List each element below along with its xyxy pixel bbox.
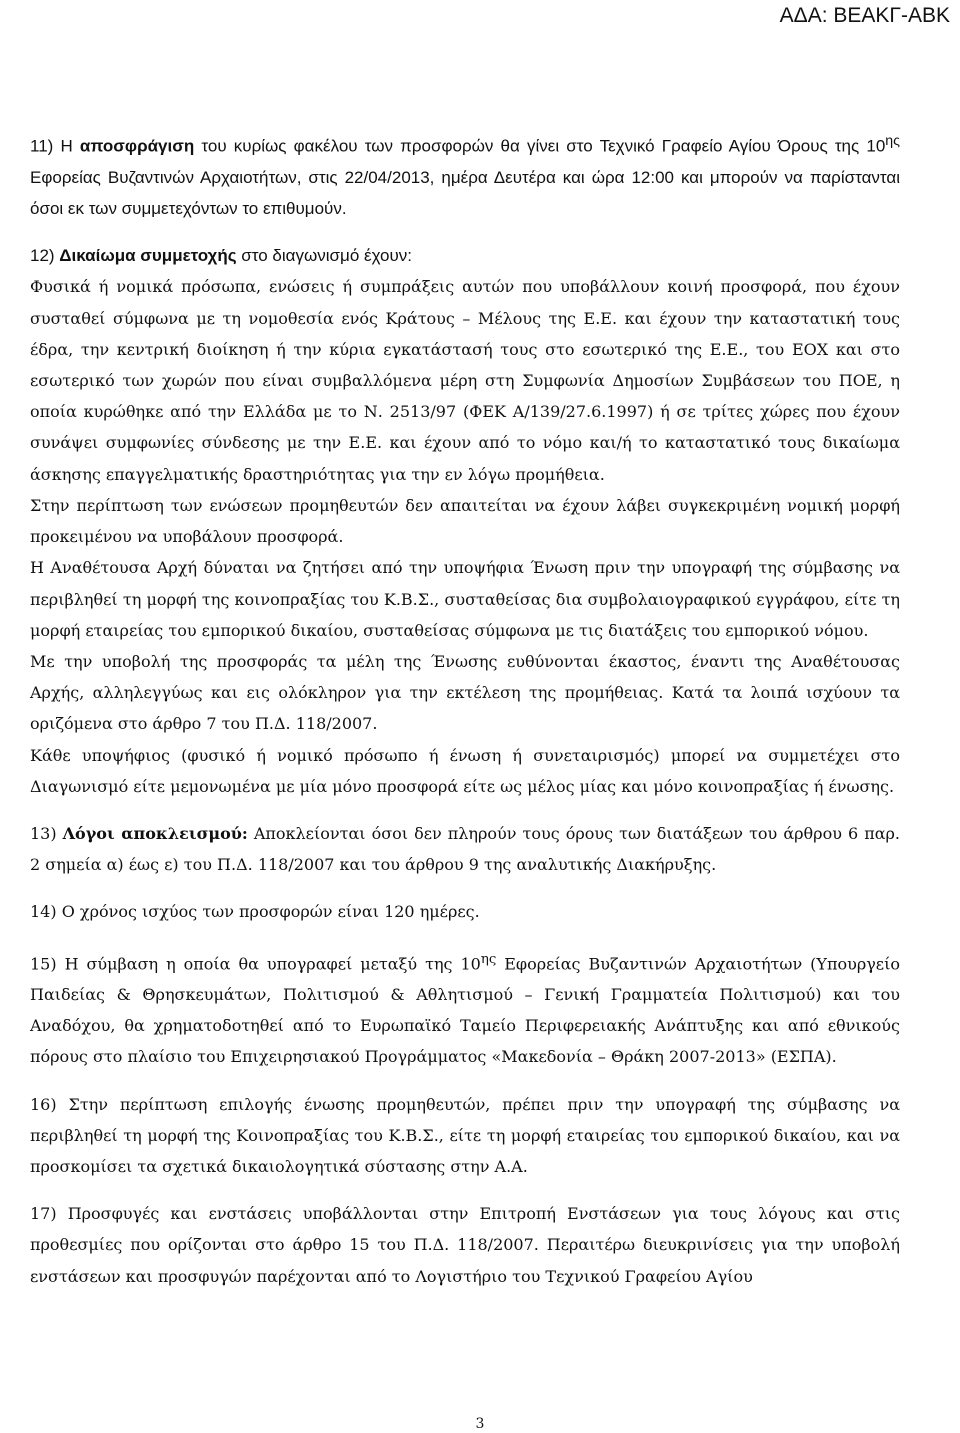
bold-term: αποσφράγιση [79, 136, 195, 156]
document-ada-code: ΑΔΑ: ΒΕΑΚΓ-ΑΒΚ [779, 4, 950, 27]
paragraph-12-unions: Στην περίπτωση των ενώσεων προμηθευτών δεν απαιτείται να έχουν λάβει συγκεκριμένη νομική μορφή προκειμένου να υποβάλουν προσφορά. [30, 495, 900, 547]
bold-term: Δικαίωμα συμμετοχής [59, 246, 237, 266]
text-run: 15) Η σύμβαση η οποία θα υπογραφεί μεταξύ της 10 [30, 953, 481, 973]
text-run: στο διαγωνισμό έχουν: [236, 246, 413, 266]
paragraph-12-eligibility: Φυσικά ή νομικά πρόσωπα, ενώσεις ή συμπράξεις αυτών που υποβάλλουν κοινή προσφορά, που έχουν συσταθεί σύμφωνα με τη νομοθεσία ενός Κράτους – Μέλους της Ε.Ε. και έχουν την καταστατική τους έδρα, την κεντρική διοίκηση ή την κύρια εγκατάστασή τους στο εσωτερικό της Ε.Ε., του ΕΟΧ και στο εσωτερικό των χωρών που είναι συμβαλλόμενα μέρη στη Συμφωνία Δημοσίων Συμβάσεων του ΠΟΕ, η οποία κυρώθηκε από την Ελλάδα με το Ν. 2513/97 (ΦΕΚ Α/139/27.6.1997) ή σε τρίτες χώρες που έχουν συνάψει συμφωνίες σύνδεσης με την Ε.Ε. και έχουν από το νόμο και/ή το καταστατικό τους δικαίωμα άσκησης επαγγελματικής δραστηριότητας για την εν λόγω προμήθεια. [30, 277, 900, 484]
paragraph-17: 17) Προσφυγές και ενστάσεις υποβάλλονται στην Επιτροπή Ενστάσεων για τους λόγους και στις προθεσμίες που ορίζονται στο άρθρο 15 του Π.Δ. 118/2007. Περαιτέρω διευκρινίσεις για την υποβολή ενστάσεων και προσφυγών παρέχονται από το Λογιστήριο του Τεχνικού Γραφείου Αγίου [30, 1204, 900, 1286]
paragraph-12-liability: Με την υποβολή της προσφοράς τα μέλη της Ένωσης ευθύνονται έκαστος, έναντι της Αναθέτουσας Αρχής, αλληλεγγύως και εις ολόκληρον για την εκτέλεση της προμήθειας. Κατά τα λοιπά ισχύουν τα οριζόμενα στο άρθρο 7 του Π.Δ. 118/2007. [30, 651, 900, 734]
text-run: Εφορείας Βυζαντινών Αρχαιοτήτων (Υπουργείο Παιδείας & Θρησκευμάτων, Πολιτισμού & Αθλητισμού – Γενική Γραμματεία Πολιτισμού) και του Αναδόχου, θα χρηματοδοτηθεί από το Ευρωπαϊκό Ταμείο Περιφερειακής Ανάπτυξης και από εθνικούς πόρους στο πλαίσιο του Επιχειρησιακού Προγράμματος «Μακεδονία – Θράκη 2007-2013» (ΕΣΠΑ). [30, 953, 900, 1067]
section-number: 12) [30, 246, 60, 266]
ordinal-suffix: ης [480, 951, 497, 967]
paragraph-12-heading [30, 240, 900, 271]
paragraph-15 [30, 944, 900, 1073]
text-run: Αποκλείονται όσοι δεν πληρούν τους όρους των διατάξεων του άρθρου 6 παρ. 2 σημεία α) έως ε) του Π.Δ. 118/2007 και του άρθρου 9 της αναλυτικής Διακήρυξης. [30, 823, 901, 875]
page-number: 3 [475, 1416, 485, 1432]
text-run: Εφορείας Βυζαντινών Αρχαιοτήτων, στις 22/04/2013, ημέρα Δευτέρα και ώρα 12:00 και μπορούν να παρίστανται όσοι εκ των συμμετεχόντων το επιθυμούν. [30, 167, 900, 219]
document-body [30, 126, 900, 1292]
paragraph-12-single-bid: Κάθε υποψήφιος (φυσικό ή νομικό πρόσωπο ή ένωση ή συνεταιρισμός) μπορεί να συμμετέχει στο Διαγωνισμό είτε μεμονωμένα με μία μόνο προσφορά είτε ως μέλος μίας και μόνο κοινοπραξίας ή ένωσης. [30, 745, 900, 796]
text-run: του κυρίως φακέλου των προσφορών θα γίνει στο Τεχνικό Γραφείο Αγίου Όρους της 10 [194, 136, 886, 156]
paragraph-13 [30, 818, 900, 880]
section-number: 11) Η [30, 136, 80, 156]
bold-term: Λόγοι αποκλεισμού: [62, 823, 248, 843]
ordinal-suffix: ης [885, 133, 900, 149]
paragraph-14: 14) Ο χρόνος ισχύος των προσφορών είναι 120 ημέρες. [30, 902, 480, 922]
paragraph-11 [30, 126, 900, 224]
paragraph-16: 16) Στην περίπτωση επιλογής ένωσης προμηθευτών, πρέπει πριν την υπογραφή της σύμβασης να περιβληθεί τη μορφή της Κοινοπραξίας του Κ.Β.Σ., είτε τη μορφή εταιρείας του εμπορικού δικαίου, και να προσκομίσει τα σχετικά δικαιολογητικά σύστασης στην Α.Α. [30, 1094, 900, 1177]
paragraph-12-joint-venture: Η Αναθέτουσα Αρχή δύναται να ζητήσει από την υποψήφια Ένωση πριν την υπογραφή της σύμβασης να περιβληθεί τη μορφή της κοινοπραξίας του Κ.Β.Σ., συσταθείσας δια συμβολαιογραφικού εγγράφου, είτε τη μορφή εταιρείας του εμπορικού δικαίου, συσταθείσας σύμφωνα με τις διατάξεις του εμπορικού νόμου. [30, 558, 900, 640]
section-number: 13) [30, 823, 63, 843]
